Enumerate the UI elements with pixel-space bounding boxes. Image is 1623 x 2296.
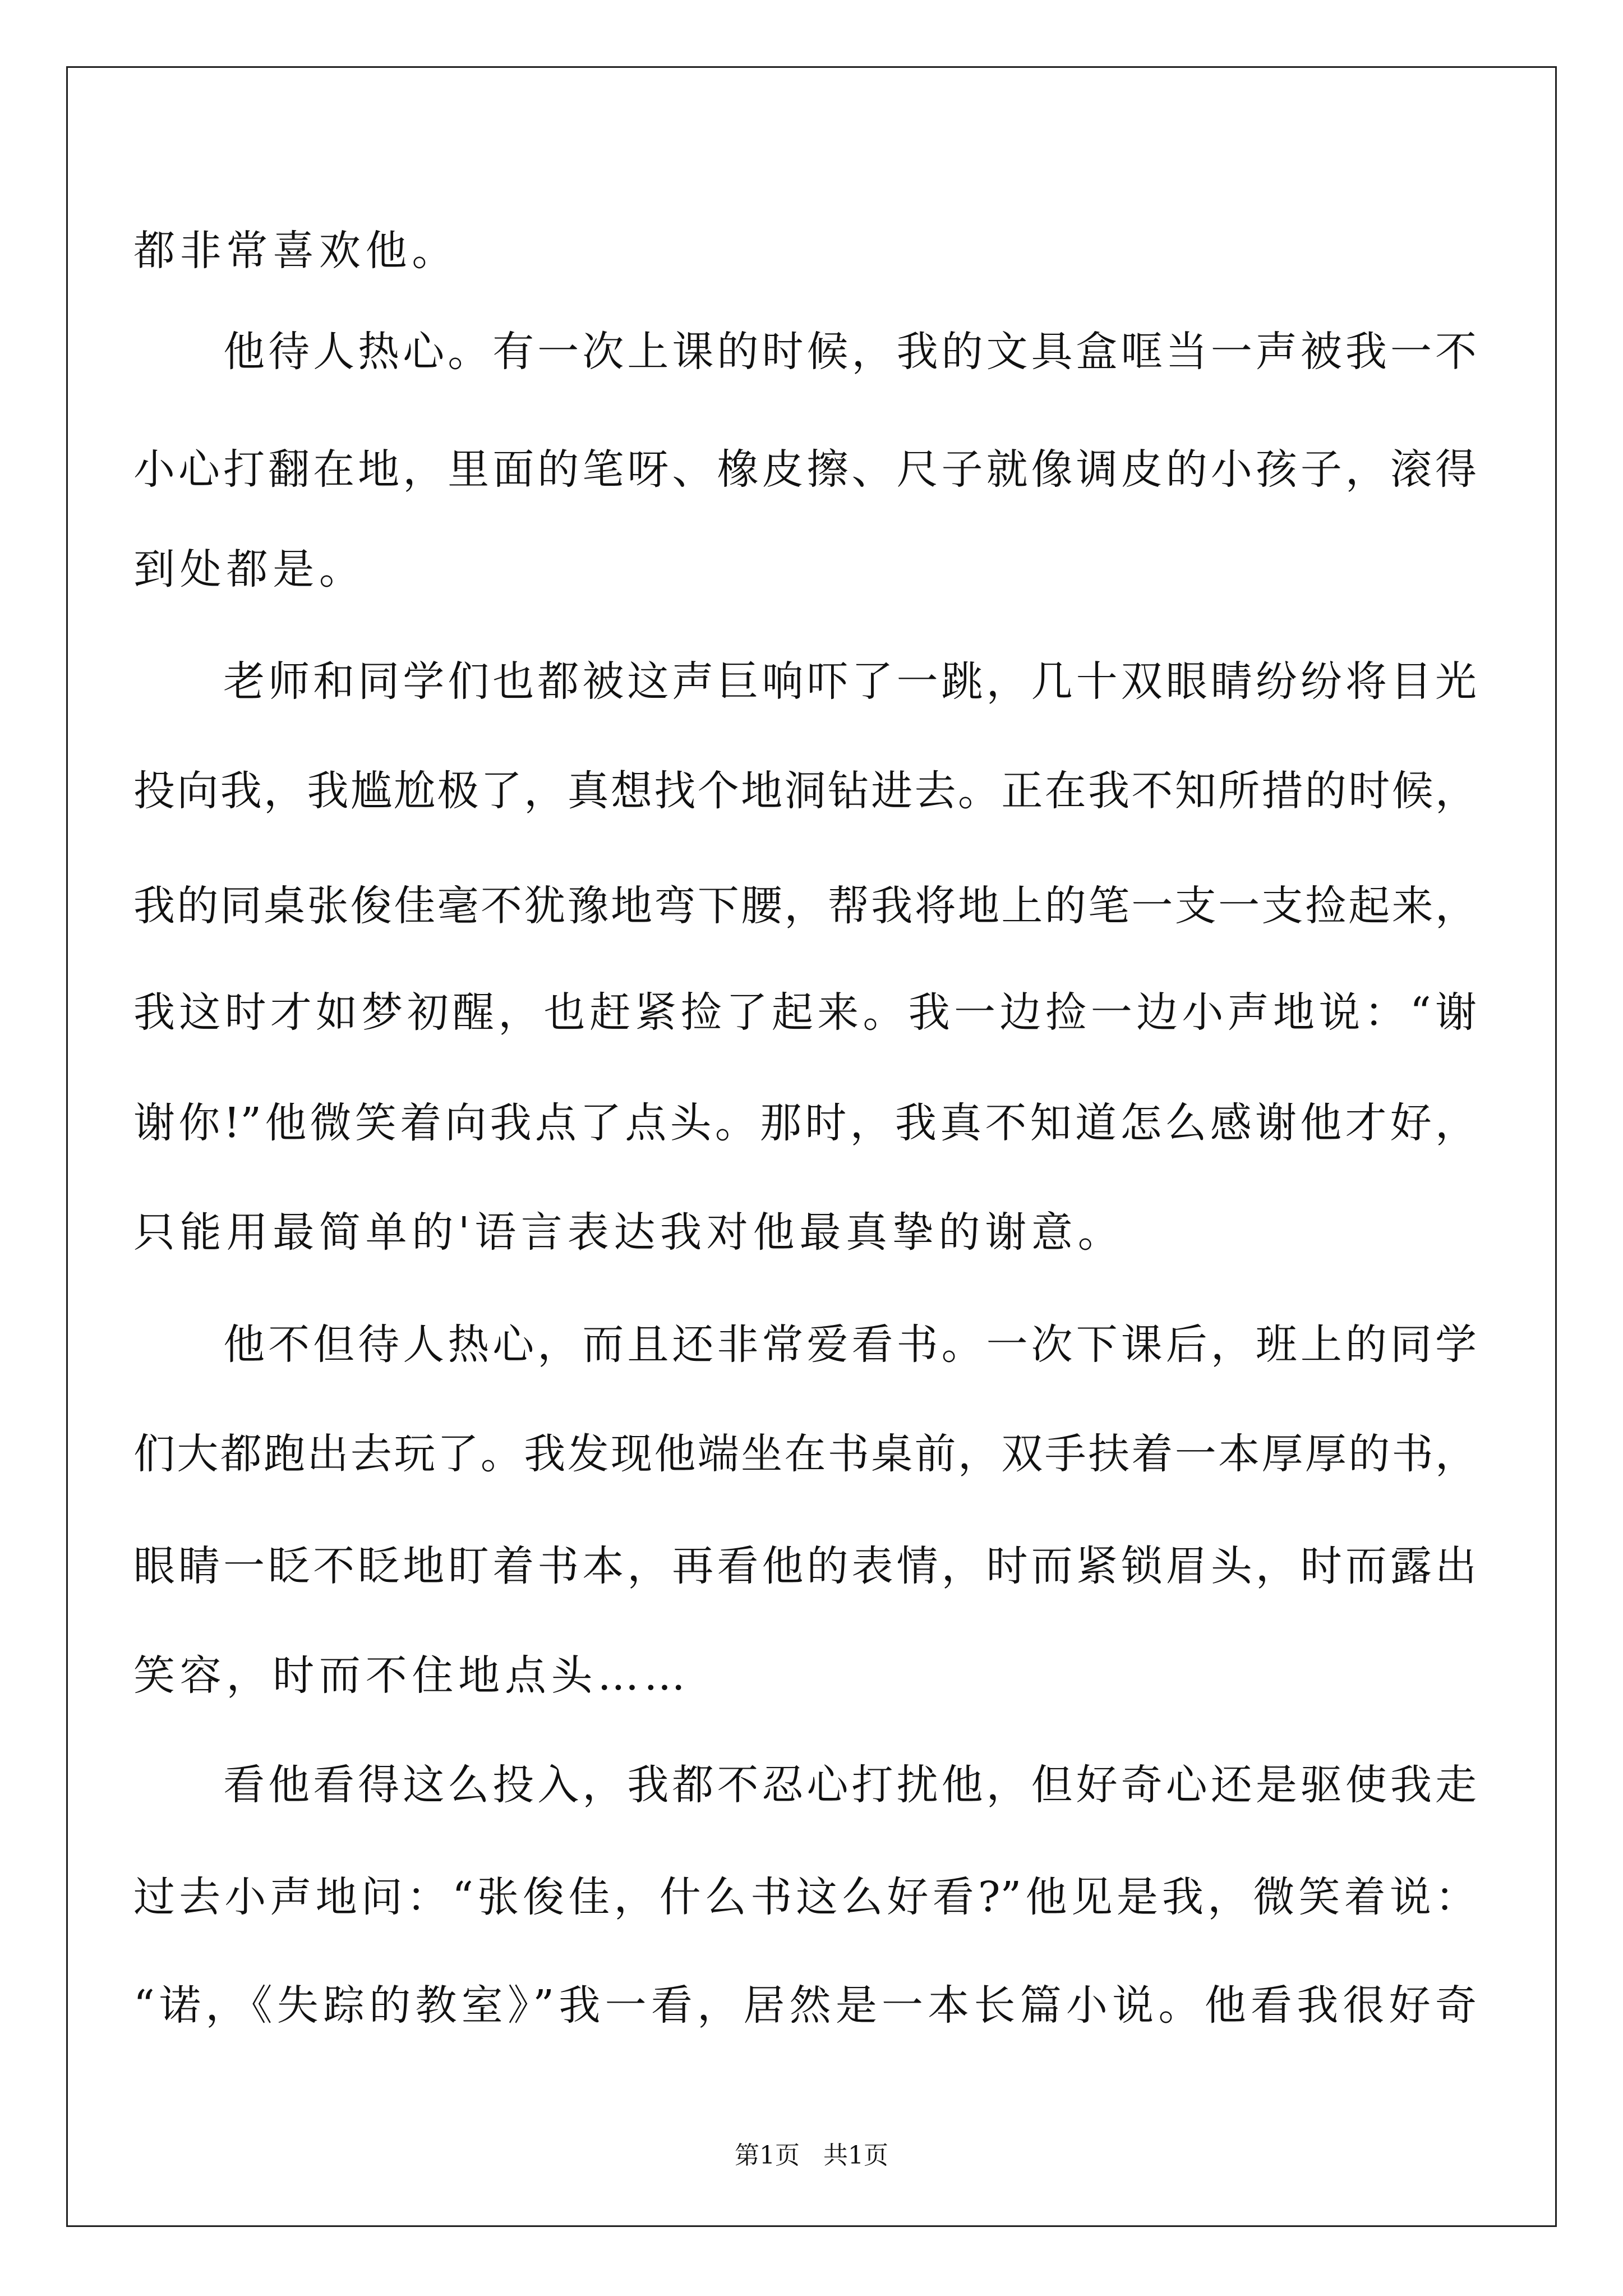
text-line: 老师和同学们也都被这声巨响吓了一跳，几十双眼睛纷纷将目光	[133, 657, 1477, 706]
text-line: 我的同桌张俊佳毫不犹豫地弯下腰，帮我将地上的笔一支一支捡起来，	[133, 882, 1477, 930]
text-line: 小心打翻在地，里面的笔呀、橡皮擦、尺子就像调皮的小孩子，滚得	[133, 445, 1477, 494]
text-line: 投向我，我尴尬极了，真想找个地洞钻进去。正在我不知所措的时候，	[133, 767, 1477, 815]
text-line: 只能用最简单的'语言表达我对他最真挚的谢意。	[133, 1208, 1124, 1257]
text-line: 到处都是。	[133, 545, 366, 593]
text-line: “诺，《失踪的教室》”我一看，居然是一本长篇小说。他看我很好奇	[133, 1981, 1477, 2030]
text-line: 看他看得这么投入，我都不忍心打扰他，但好奇心还是驱使我走	[133, 1761, 1477, 1809]
text-line: 们大都跑出去玩了。我发现他端坐在书桌前，双手扶着一本厚厚的书，	[133, 1430, 1477, 1478]
text-line: 笑容，时而不住地点头……	[133, 1651, 690, 1700]
text-line: 他不但待人热心，而且还非常爱看书。一次下课后，班上的同学	[133, 1320, 1477, 1369]
text-line: 眼睛一眨不眨地盯着书本，再看他的表情，时而紧锁眉头，时而露出	[133, 1542, 1477, 1590]
text-line: 谢你!”他微笑着向我点了点头。那时，我真不知道怎么感谢他才好，	[133, 1099, 1477, 1147]
text-line: 我这时才如梦初醒，也赶紧捡了起来。我一边捡一边小声地说：“谢	[133, 988, 1477, 1037]
text-line: 他待人热心。有一次上课的时候，我的文具盒哐当一声被我一不	[133, 328, 1477, 376]
page-footer: 第1页 共1页	[735, 2141, 888, 2170]
text-line: 都非常喜欢他。	[133, 227, 459, 275]
text-line: 过去小声地问：“张俊佳，什么书这么好看?”他见是我，微笑着说：	[133, 1873, 1477, 1921]
